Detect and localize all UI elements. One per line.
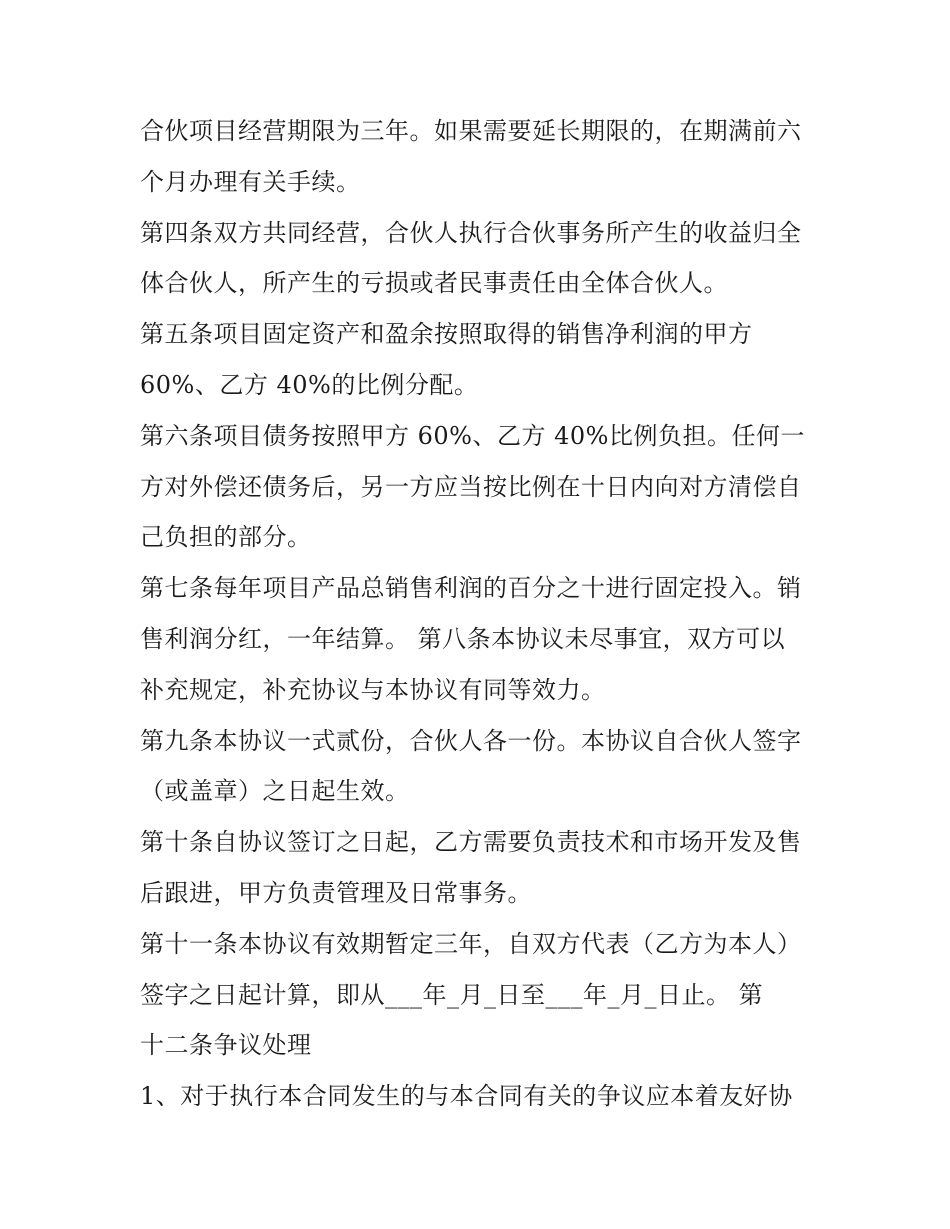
text-line: 体合伙人，所产生的亏损或者民事责任由全体合伙人。: [140, 269, 728, 298]
text-line: 己负担的部分。: [140, 523, 312, 552]
text-line: 第六条项目债务按照甲方 60%、乙方 40%比例负担。任何一: [140, 421, 805, 450]
text-line: 签字之日起计算，即从___年_月_日至___年_月_日止。 第: [140, 980, 764, 1009]
text-line: 售利润分红，一年结算。 第八条本协议未尽事宜，双方可以: [140, 624, 786, 653]
text-line: 第四条双方共同经营，合伙人执行合伙事务所产生的收益归全: [140, 218, 802, 247]
text-line: 后跟进，甲方负责管理及日常事务。: [140, 878, 532, 907]
text-line: 1、对于执行本合同发生的与本合同有关的争议应本着友好协: [140, 1082, 793, 1111]
text-line: 方对外偿还债务后，另一方应当按比例在十日内向对方清偿自: [140, 472, 802, 501]
text-line: 第十一条本协议有效期暂定三年，自双方代表（乙方为本人）: [140, 929, 802, 958]
text-line: （或盖章）之日起生效。: [140, 777, 410, 806]
text-line: 十二条争议处理: [140, 1031, 312, 1060]
text-line: 合伙项目经营期限为三年。如果需要延长期限的，在期满前六: [140, 117, 802, 145]
text-line: 第五条项目固定资产和盈余按照取得的销售净利润的甲方: [140, 320, 753, 349]
text-line: 补充规定，补充协议与本协议有同等效力。: [140, 675, 606, 704]
text-line: 第七条每年项目产品总销售利润的百分之十进行固定投入。销: [140, 574, 802, 603]
text-line: 第九条本协议一式贰份，合伙人各一份。本协议自合伙人签字: [140, 726, 802, 755]
text-line: 个月办理有关手续。: [140, 167, 361, 196]
text-line: 第十条自协议签订之日起，乙方需要负责技术和市场开发及售: [140, 828, 802, 857]
document-body: [140, 106, 820, 1122]
text-line: 60%、乙方 40%的比例分配。: [140, 370, 479, 399]
